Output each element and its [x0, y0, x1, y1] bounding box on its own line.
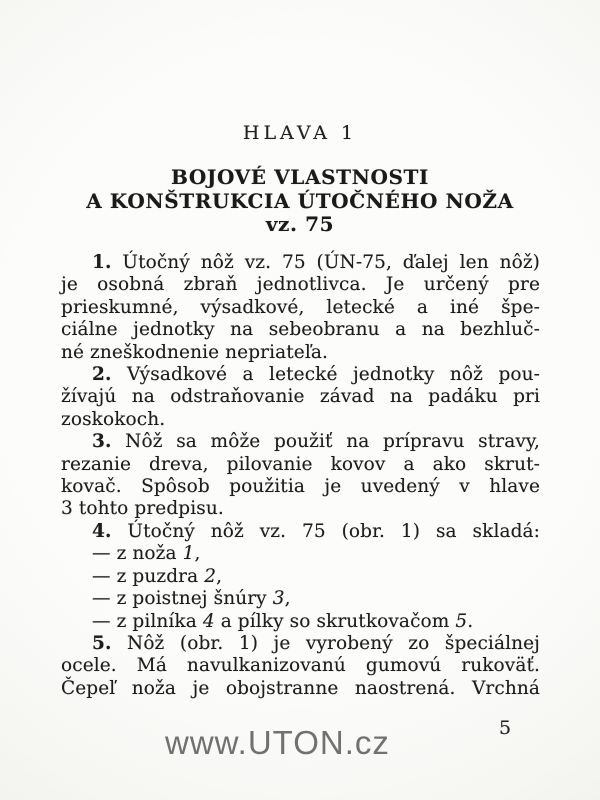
text-line: 3 tohto predpisu. [61, 498, 224, 520]
text-line: 5. Nôž (obr. 1) je vyrobený zo špeciálnej [92, 632, 540, 654]
body-text [61, 252, 540, 700]
text-line: prieskumné, výsadkové, letecké a iné špe- [61, 296, 540, 318]
page-number: 5 [499, 717, 512, 739]
text-line: né zneškodnenie nepriateľa. [61, 341, 328, 363]
list-item: — z noža 1, [92, 543, 201, 565]
section-title-line-3: vz. 75 [265, 212, 335, 236]
watermark-text: www.UTON.cz [165, 724, 390, 761]
text-line: zoskokoch. [61, 408, 166, 430]
section-title-line-1: BOJOVÉ VLASTNOSTI [171, 165, 429, 189]
text-line: 3. Nôž sa môže použiť na prípravu stravy, [92, 431, 540, 453]
text-line: ciálne jednotky na sebeobranu a na bezhluč- [61, 319, 540, 341]
list-item: — z puzdra 2, [92, 565, 223, 587]
list-item: — z poistnej šnúry 3, [92, 588, 291, 610]
list-item: — z pilníka 4 a pílky so skrutkovačom 5. [92, 610, 474, 632]
text-line: kovač. Spôsob použitia je uvedený v hlave [61, 476, 540, 498]
section-title [0, 166, 600, 237]
text-line: žívajú na odstraňovanie závad na padáku pri [61, 386, 540, 408]
text-line: 1. Útočný nôž vz. 75 (ÚN-75, ďalej len nôž) [92, 252, 540, 273]
text-line: Čepeľ noža je obojstranne naostrená. Vrchná [61, 677, 540, 699]
text-line: 2. Výsadkové a letecké jednotky nôž pou- [92, 364, 540, 386]
text-line: ocele. Má navulkanizovanú gumovú rukoväť. [61, 655, 540, 677]
text-line: 4. Útočný nôž vz. 75 (obr. 1) sa skladá: [92, 520, 540, 542]
section-title-line-2: A KONŠTRUKCIA ÚTOČNÉHO NOŽA [86, 188, 514, 213]
chapter-heading: HLAVA 1 [242, 122, 358, 144]
text-line: je osobná zbraň jednotlivca. Je určený pre [61, 274, 540, 296]
text-line: rezanie dreva, pilovanie kovov a ako skrut- [61, 453, 540, 475]
